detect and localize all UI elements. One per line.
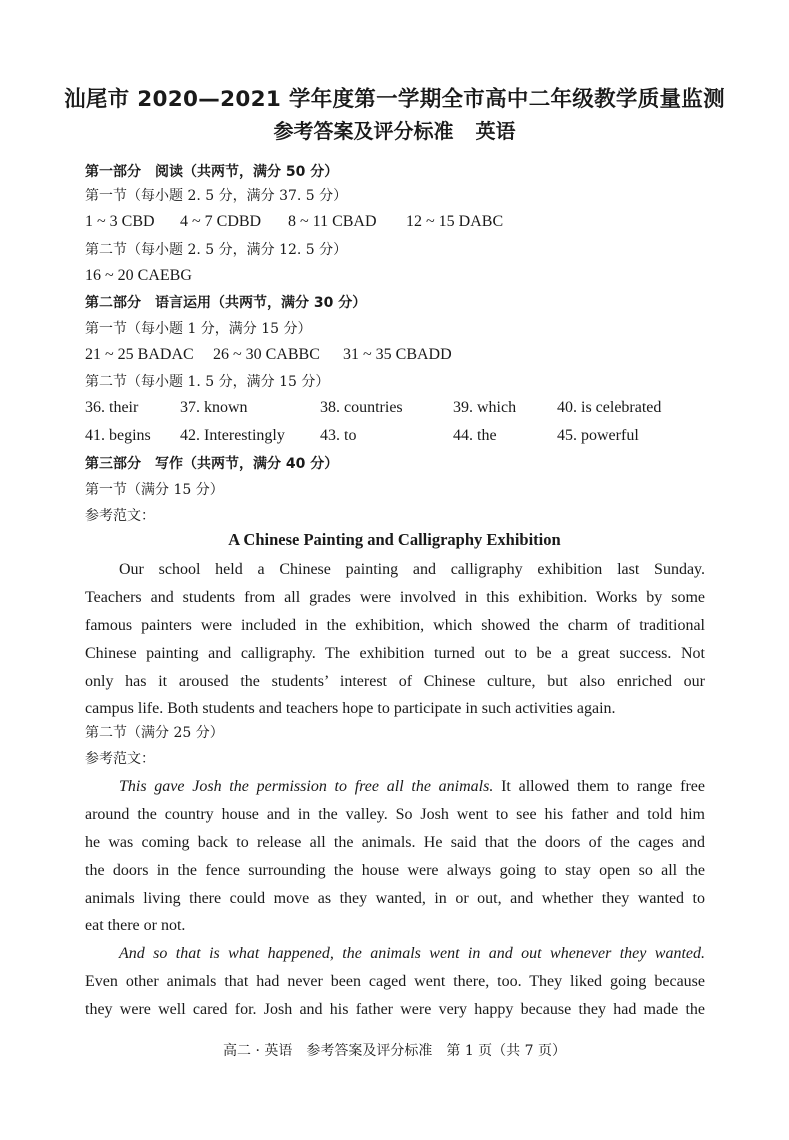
answer-group: 1 ~ 3 CBD (85, 213, 155, 230)
given-sentence: This gave Josh the permission to free all the animals. (119, 778, 494, 795)
fill-answer: 41. begins (85, 427, 151, 444)
essay-text: It allowed them to range free (493, 778, 706, 795)
answer-group: 26 ~ 30 CABBC (213, 346, 320, 363)
subtitle-subject: 英语 (475, 119, 516, 143)
essay-line: campus life. Both students and teachers hope to participate in such activities again. (85, 700, 616, 718)
part2-sec1-answers (85, 345, 452, 365)
fill-answer: 39. which (453, 399, 517, 416)
fill-answer: 36. their (85, 399, 139, 416)
part1-heading: 第一部分 阅读（共两节，满分 50 分） (85, 164, 339, 180)
essay-line (85, 773, 705, 801)
part3-sec1-heading: 第一节（满分 15 分） (85, 482, 224, 498)
part1-sec1-answers (85, 212, 503, 232)
part1-sec2-answers: 16 ~ 20 CAEBG (85, 267, 192, 284)
essay-line: Even other animals that had never been caged went there, too. They liked going because (85, 972, 705, 990)
essay-line: only has it aroused the students’ interest of Chinese culture, but also enriched our (85, 672, 705, 690)
fill-answer: 44. the (453, 427, 497, 444)
essay-line: animals living there could move as they wanted, in or out, and whether they wanted to (85, 889, 705, 907)
given-sentence: And so that is what happened, the animals went in and out whenever they wanted. (119, 945, 705, 962)
document-title: 汕尾市 2020—2021 学年度第一学期全市高中二年级教学质量监测 (64, 87, 725, 112)
answer-group: 8 ~ 11 CBAD (288, 213, 377, 230)
essay-line: Our school held a Chinese painting and calligraphy exhibition last Sunday. (119, 561, 705, 578)
essay1-paragraph (85, 556, 705, 723)
part3-sec2-heading: 第二节（满分 25 分） (85, 725, 224, 741)
part2-sec2-heading: 第二节（每小题 1. 5 分，满分 15 分） (85, 374, 330, 390)
essay-line: the doors in the fence surrounding the house were always going to stay open so all the (85, 861, 705, 879)
essay2-paragraph1 (85, 773, 705, 940)
essay-line: they were well cared for. Josh and his father were very happy because they had made the (85, 1000, 705, 1018)
essay-line: famous painters were included in the exhibition, which showed the charm of traditional (85, 616, 705, 634)
fill-answer: 43. to (320, 427, 357, 444)
page-footer: 高二 · 英语 参考答案及评分标准 第 1 页（共 7 页） (223, 1043, 566, 1059)
essay-line: around the country house and in the valley. So Josh went to see his father and told him (85, 805, 705, 823)
document-subtitle (0, 115, 789, 144)
part1-sec1-heading: 第一节（每小题 2. 5 分，满分 37. 5 分） (85, 188, 348, 204)
fill-answer: 37. known (180, 399, 248, 416)
answer-group: 12 ~ 15 DABC (406, 213, 504, 230)
part2-sec1-heading: 第一节（每小题 1 分，满分 15 分） (85, 321, 312, 337)
sample-essay-label: 参考范文： (85, 751, 155, 767)
answer-group: 31 ~ 35 CBADD (343, 346, 452, 363)
answer-group: 4 ~ 7 CDBD (180, 213, 262, 230)
essay-line: he was coming back to release all the animals. He said that the doors of the cages and (85, 833, 705, 851)
sample-essay-label: 参考范文： (85, 508, 155, 524)
essay-title: A Chinese Painting and Calligraphy Exhibition (228, 530, 561, 549)
fill-answer: 38. countries (320, 399, 403, 416)
answer-group: 21 ~ 25 BADAC (85, 346, 194, 363)
essay2-paragraph2 (85, 940, 705, 1024)
essay-line: eat there or not. (85, 917, 186, 935)
fill-row (85, 426, 639, 446)
fill-row (85, 398, 661, 418)
subtitle-main: 参考答案及评分标准 (273, 119, 454, 143)
essay-line: Teachers and students from all grades were involved in this exhibition. Works by some (85, 588, 705, 606)
part2-heading: 第二部分 语言运用（共两节，满分 30 分） (85, 295, 367, 311)
fill-answer: 40. is celebrated (557, 399, 662, 416)
fill-answer: 45. powerful (557, 427, 639, 444)
essay-line: Chinese painting and calligraphy. The exhibition turned out to be a great success. Not (85, 644, 705, 662)
part3-heading: 第三部分 写作（共两节，满分 40 分） (85, 456, 339, 472)
part1-sec2-heading: 第二节（每小题 2. 5 分，满分 12. 5 分） (85, 242, 348, 258)
essay-line (85, 940, 705, 968)
fill-answer: 42. Interestingly (180, 427, 285, 444)
